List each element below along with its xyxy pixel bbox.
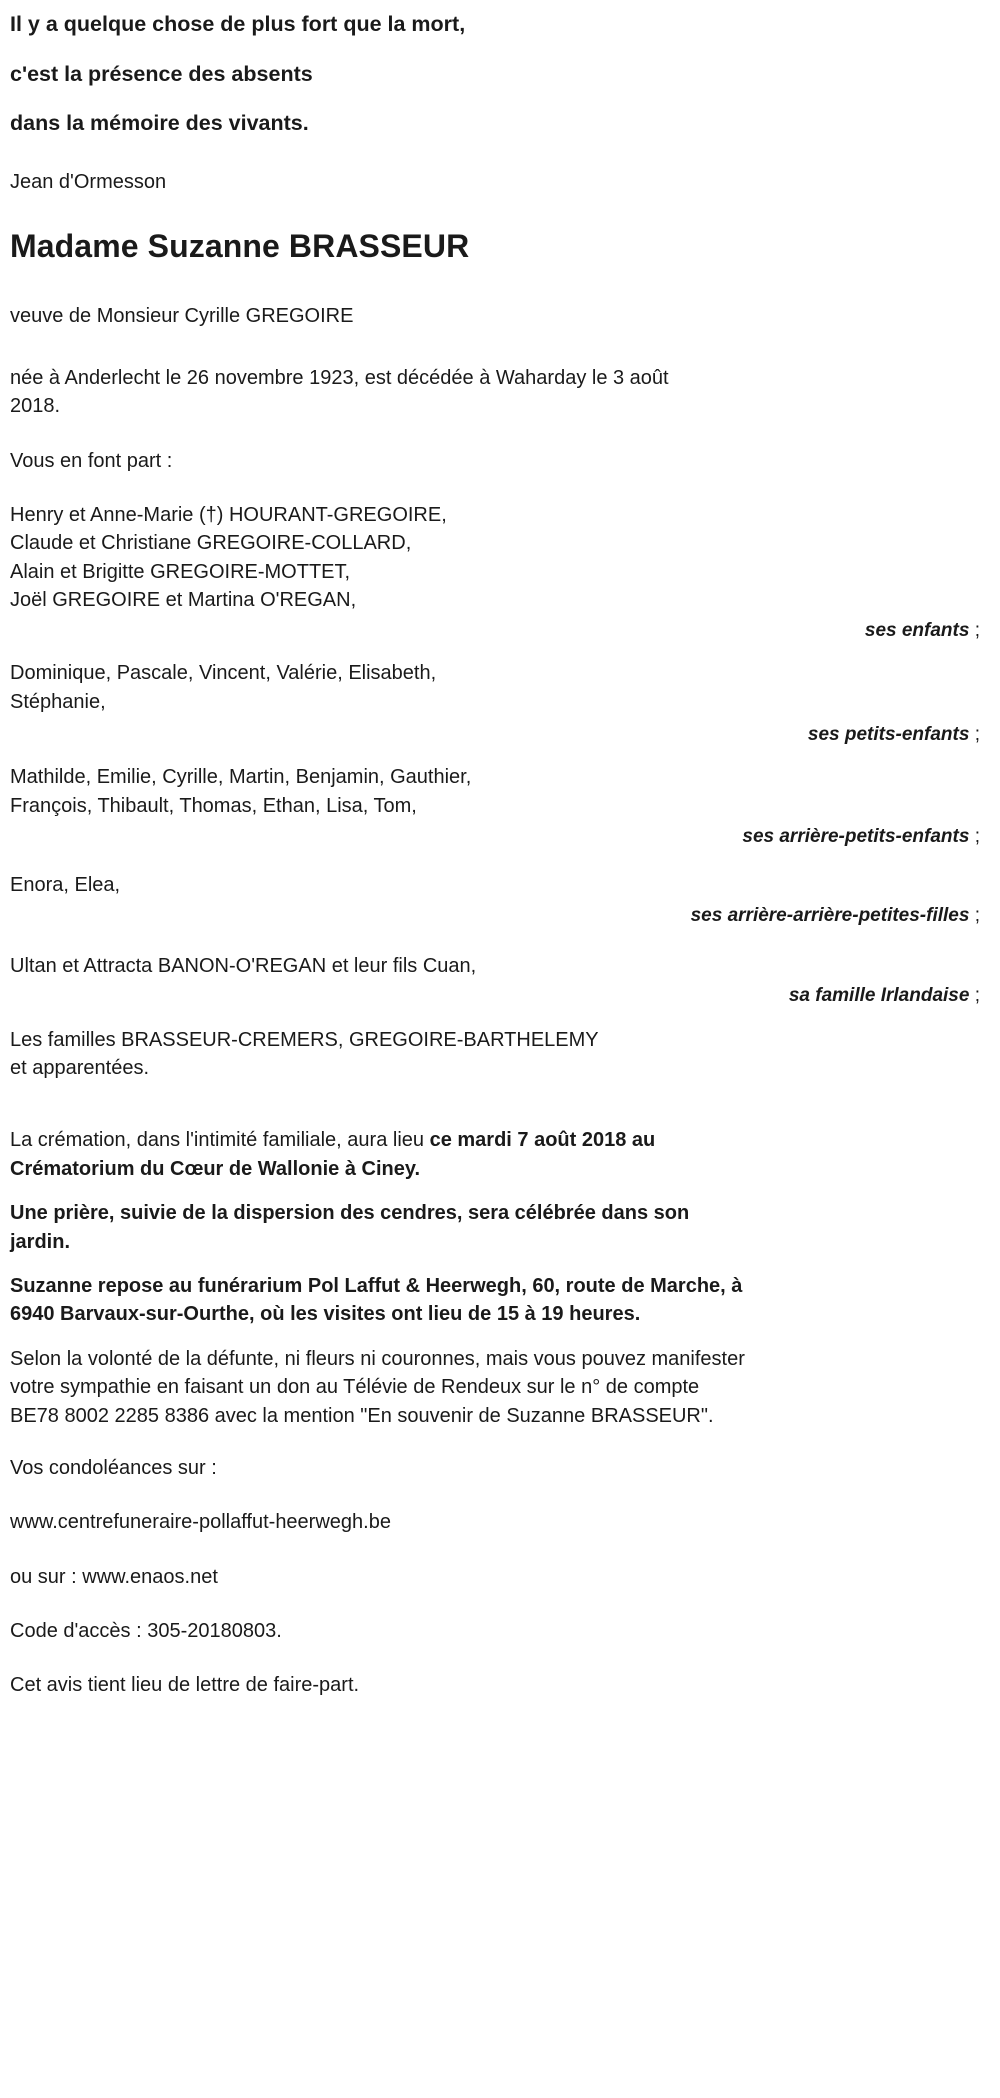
condolences-website-secondary[interactable]: ou sur : www.enaos.net [10,1565,218,1588]
family-role-separator: ; [974,984,980,1006]
family-role-text: sa famille Irlandaise [788,984,970,1006]
family-role-text: ses enfants [864,620,970,642]
access-code: Code d'accès : 305-20180803. [10,1620,282,1643]
family-names [10,871,620,899]
related-families [10,1026,710,1083]
family-role-text: ses arrière-petits-enfants [742,825,970,847]
epigraph-author: Jean d'Ormesson [10,170,167,193]
family-name-line: Alain et Brigitte GREGOIRE-MOTTET, [10,560,351,583]
family-group-irish-family [10,952,988,1009]
family-name-line: Enora, Elea, [10,873,121,896]
family-name-line: Henry et Anne-Marie (†) HOURANT-GREGOIRE, [10,503,447,526]
family-role-label [688,618,988,645]
family-role-separator: ; [974,724,980,746]
condolences-section [10,1454,988,1700]
family-group-great-great-granddaughters [10,871,988,930]
family-group-great-grandchildren [10,763,988,851]
spouse-relation: veuve de Monsieur Cyrille GREGOIRE [10,305,354,328]
family-names [10,952,620,980]
family-role-label [688,722,988,749]
family-group-grandchildren [10,659,988,749]
epigraph-line: Il y a quelque chose de plus fort que la mort, [10,12,466,36]
family-name-line: Joël GREGOIRE et Martina O'REGAN, [10,589,357,612]
condolences-website-primary[interactable]: www.centrefuneraire-pollaffut-heerwegh.be [10,1511,391,1534]
epigraph-quote [10,14,988,135]
related-families-line: et apparentées. [10,1057,149,1080]
family-name-line: Dominique, Pascale, Vincent, Valérie, Elisabeth, [10,662,437,685]
announcement-lead: Vous en font part : [10,449,173,472]
family-names [10,659,620,716]
cremation-intro-text: La crémation, dans l'intimité familiale, aura lieu [10,1129,430,1152]
family-name-line: François, Thibault, Thomas, Ethan, Lisa, Tom, [10,794,417,817]
family-group-children [10,501,988,646]
prayer-paragraph: Une prière, suivie de la dispersion des cendres, sera célébrée dans son jardin. [10,1202,690,1253]
footer-note: Cet avis tient lieu de lettre de faire-part. [10,1674,360,1697]
epigraph-line: dans la mémoire des vivants. [10,111,309,135]
deceased-name: Madame Suzanne BRASSEUR [10,227,470,264]
family-name-line: Ultan et Attracta BANON-O'REGAN et leur fils Cuan, [10,955,477,978]
family-role-separator: ; [974,620,980,642]
family-name-line: Claude et Christiane GREGOIRE-COLLARD, [10,532,412,555]
family-role-separator: ; [974,825,980,847]
ceremony-details [10,1126,988,1430]
family-name-line: Stéphanie, [10,690,106,713]
family-role-text: ses arrière-arrière-petites-filles [690,905,970,927]
family-role-label [688,983,988,1010]
family-role-separator: ; [974,905,980,927]
family-list [10,501,988,1083]
cremation-paragraph [10,1126,750,1183]
family-role-label [688,903,988,930]
donation-paragraph: Selon la volonté de la défunte, ni fleurs ni couronnes, mais vous pouvez manifester votre sympathie en faisant un don au Télévie de Rendeux sur le n° de compte BE78 8002 2285 8386 avec la mention "En souvenir de Suzanne BRASSEUR". [10,1347,745,1427]
birth-death-details: née à Anderlecht le 26 novembre 1923, est décédée à Waharday le 3 août 2018. [10,367,669,418]
family-name-line: Mathilde, Emilie, Cyrille, Martin, Benjamin, Gauthier, [10,766,472,789]
epigraph-line: c'est la présence des absents [10,61,313,86]
funerarium-paragraph: Suzanne repose au funérarium Pol Laffut & Heerwegh, 60, route de Marche, à 6940 Barvaux-sur-Ourthe, où les visites ont lieu de 15 à 19 heures. [10,1274,743,1326]
family-names [10,501,620,615]
cremation-place-time: ce mardi 7 août 2018 au Crématorium du Cœur de Wallonie à Ciney. [10,1129,656,1180]
related-families-line: Les familles BRASSEUR-CREMERS, GREGOIRE-BARTHELEMY [10,1028,599,1051]
family-role-label [688,824,988,851]
condolences-label: Vos condoléances sur : [10,1456,217,1479]
family-role-text: ses petits-enfants [807,724,970,746]
family-names [10,763,620,820]
